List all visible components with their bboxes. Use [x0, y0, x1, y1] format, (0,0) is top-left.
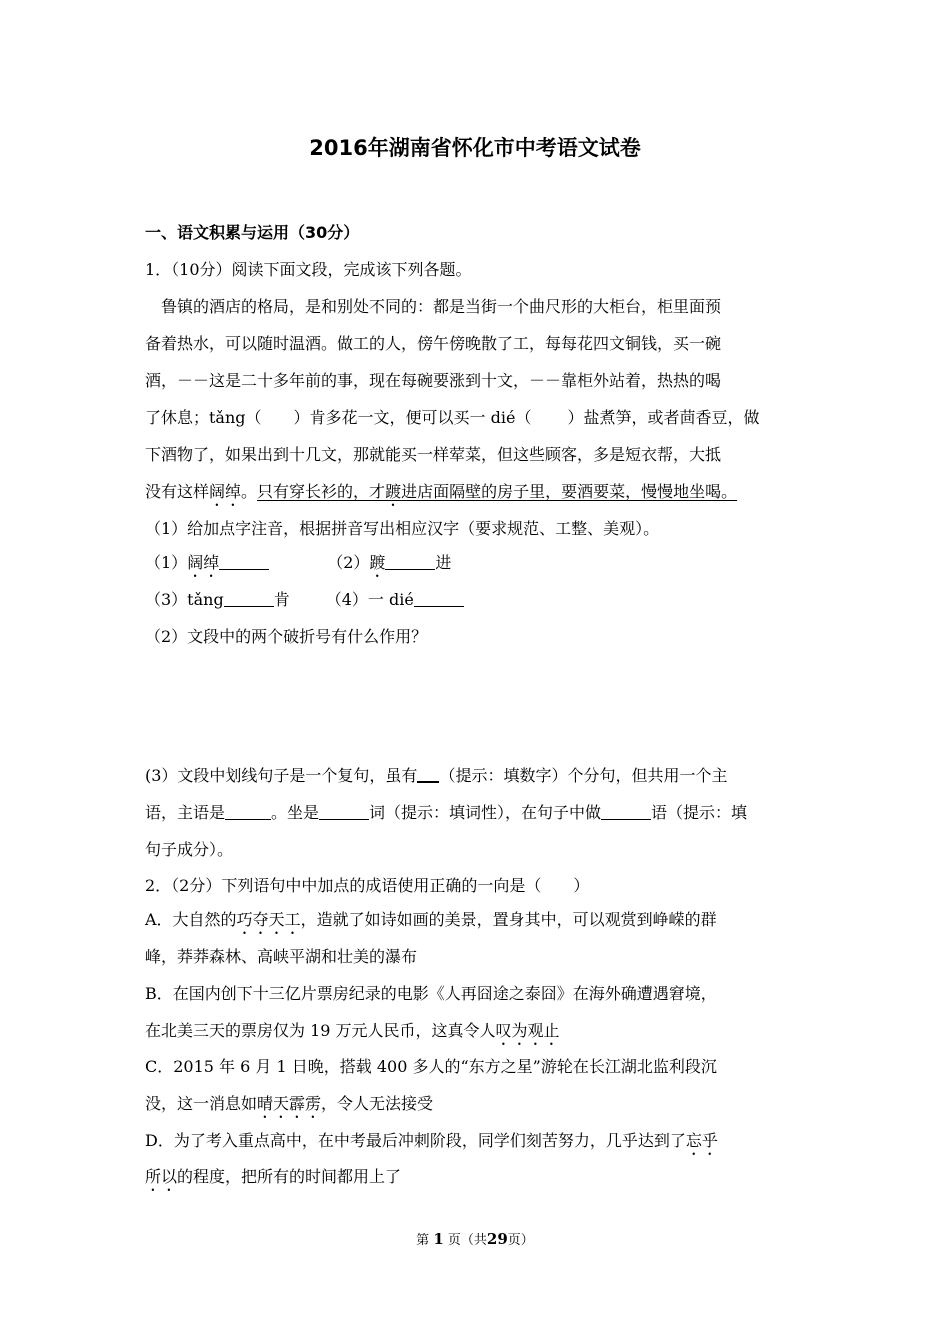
- passage-text: ）盐煮笋，或者茴香豆，做: [567, 408, 760, 427]
- dotted-idiom: 叹为观止: [495, 1021, 560, 1040]
- option-c-line-2: [145, 1093, 825, 1122]
- answer-blank[interactable]: [414, 590, 464, 607]
- item-label: （2）: [327, 553, 370, 572]
- page-title: 2016年湖南省怀化市中考语文试卷: [309, 136, 641, 160]
- sub-question-1-items-row2: [145, 589, 825, 611]
- item-text: 肯: [273, 590, 290, 609]
- option-d-line-2: [145, 1166, 825, 1195]
- answer-blank[interactable]: [225, 803, 271, 820]
- answer-blank[interactable]: [319, 803, 369, 820]
- answer-blank[interactable]: [224, 590, 274, 607]
- option-c-line-1[interactable]: C．2015 年 6 月 1 日晚，搭载 400 多人的“东方之星”游轮在长江湖北监利段沉: [145, 1057, 717, 1076]
- underlined-sentence: [257, 482, 737, 501]
- item-label: （3）tǎng: [145, 590, 224, 609]
- dotted-word: 踱: [385, 482, 402, 501]
- dotted-idiom: 晴天霹雳: [257, 1094, 322, 1113]
- sub-question-3-line-3: 句子成分）。: [145, 840, 234, 859]
- section-heading: 一、语文积累与运用（30分）: [145, 223, 360, 242]
- dotted-idiom: 巧夺天工: [236, 910, 301, 929]
- footer-text: 第: [416, 1233, 430, 1248]
- option-a-line-2: 峰，莽莽森林、高峡平湖和壮美的瀑布: [145, 947, 418, 966]
- passage-line-5: 下酒物了，如果出到十几文，那就能买一样荤菜，但这些顾客，多是短衣帮，大抵: [145, 445, 722, 464]
- page-number: 1: [433, 1230, 444, 1248]
- answer-blank[interactable]: [417, 765, 439, 783]
- item-label: （1）: [145, 553, 188, 572]
- option-text: ，令人无法接受: [321, 1094, 434, 1113]
- option-text: A．大自然的: [145, 910, 237, 929]
- sub-question-2: （2）文段中的两个破折号有什么作用？: [145, 627, 428, 646]
- answer-blank[interactable]: [601, 803, 651, 820]
- question-text: (3）文段中划线句子是一个复句，虽有: [145, 766, 418, 785]
- sub-question-3-line-1: [145, 765, 825, 787]
- option-text: 的程度，把所有的时间都用上了: [177, 1167, 402, 1186]
- question-text: 。坐是: [271, 803, 320, 822]
- sub-question-1: （1）给加点字注音，根据拼音写出相应汉字（要求规范、工整、美观）。: [145, 519, 660, 538]
- answer-blank[interactable]: [385, 553, 435, 570]
- answer-blank[interactable]: [219, 553, 269, 570]
- option-text: D．为了考入重点高中，在中考最后冲刺阶段，同学们刻苦努力，几乎达到了: [145, 1131, 686, 1150]
- passage-line-3: 酒，－－这是二十多年前的事，现在每碗要涨到十文，－－靠柜外站着，热热的喝: [145, 371, 722, 390]
- passage-text: 。: [241, 482, 258, 501]
- passage-text: 了休息；tǎng（: [145, 408, 262, 427]
- footer-text: 页（共: [447, 1233, 487, 1248]
- sub-question-1-items-row1: [145, 552, 825, 581]
- passage-line-4: [145, 407, 825, 429]
- dotted-idiom: 所以: [145, 1167, 178, 1186]
- footer-text: 页）: [507, 1233, 534, 1248]
- option-text: ，造就了如诗如画的美景，置身其中，可以观赏到峥嵘的群: [300, 910, 717, 929]
- passage-line-6: [145, 481, 825, 510]
- question-2-stem: 2．（2分）下列语句中中加点的成语使用正确的一向是（ ）: [145, 876, 590, 895]
- passage-line-2: 备着热水，可以随时温酒。做工的人，傍午傍晚散了工，每每花四文铜钱，买一碗: [145, 334, 722, 353]
- dotted-word: 阔绰: [187, 553, 220, 572]
- dotted-word: 阔绰: [209, 482, 242, 501]
- passage-text: ）肯多花一文，便可以买一 dié（: [293, 408, 532, 427]
- page-total: 29: [486, 1230, 508, 1248]
- option-b-line-2: [145, 1020, 825, 1049]
- option-d-line-1[interactable]: [145, 1130, 825, 1159]
- passage-line-1: 鲁镇的酒店的格局，是和别处不同的：都是当街一个曲尺形的大柜台，柜里面预: [145, 297, 722, 316]
- passage-text: 没有这样: [145, 482, 210, 501]
- dotted-word: 踱: [369, 553, 386, 572]
- item-label: （4）一 dié: [325, 590, 414, 609]
- item-text: 进: [435, 553, 452, 572]
- option-b-line-1[interactable]: B．在国内创下十三亿片票房纪录的电影《人再囧途之泰囧》在海外确遭遇窘境，: [145, 984, 717, 1003]
- option-text: 在北美三天的票房仅为 19 万元人民币，这真令人: [145, 1021, 496, 1040]
- underlined-text: 只有穿长衫的，才: [257, 482, 386, 501]
- question-1-stem: 1．（10分）阅读下面文段，完成该下列各题。: [145, 260, 472, 279]
- dotted-idiom: 忘乎: [685, 1131, 718, 1150]
- question-text: 词（提示：填词性），在句子中做: [369, 803, 602, 822]
- page-footer: [0, 1229, 950, 1248]
- option-a-line-1[interactable]: [145, 909, 825, 938]
- sub-question-3-line-2: [145, 802, 825, 824]
- underlined-text: 进店面隔壁的房子里，要酒要菜，慢慢地坐喝。: [401, 482, 738, 501]
- option-text: 没，这一消息如: [145, 1094, 258, 1113]
- question-text: 语，主语是: [145, 803, 226, 822]
- question-text: 语（提示：填: [651, 803, 748, 822]
- question-text: （提示：填数字）个分句，但共用一个主: [439, 766, 728, 785]
